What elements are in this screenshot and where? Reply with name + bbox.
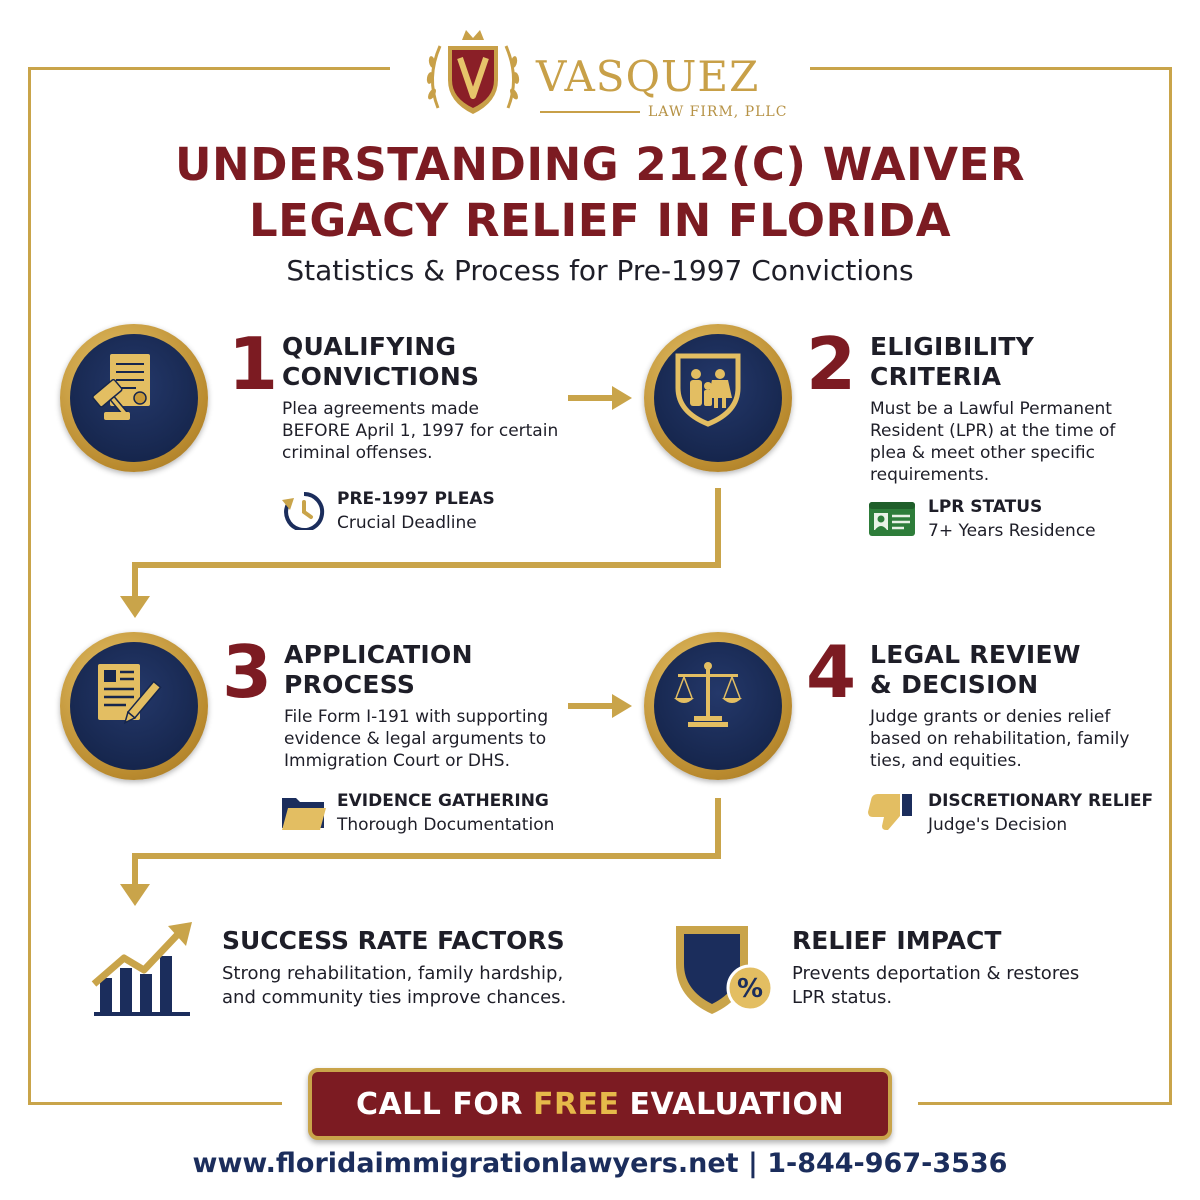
cta-button[interactable]	[308, 1068, 892, 1140]
cta-text-highlight: FREE	[532, 1086, 620, 1122]
step-1-title: QUALIFYING CONVICTIONS	[282, 332, 480, 391]
cta-text-before: CALL FOR	[355, 1086, 523, 1122]
id-card-icon	[868, 500, 916, 540]
success-factors-title: SUCCESS RATE FACTORS	[222, 926, 565, 955]
form-pen-icon	[84, 656, 164, 736]
shield-percent-icon	[672, 918, 778, 1018]
step-4-badge	[644, 632, 792, 780]
step-3-tag-subtitle: Thorough Documentation	[337, 815, 555, 835]
step-3-description: File Form I-191 with supporting evidence & legal arguments to Immigration Court or DHS.	[284, 707, 549, 771]
family-shield-icon	[668, 348, 748, 428]
growth-chart-icon	[90, 918, 196, 1018]
step-1-description: Plea agreements made BEFORE April 1, 1997 for certain criminal offenses.	[282, 399, 559, 463]
step-3-title: APPLICATION PROCESS	[284, 640, 473, 699]
brand-name: VASQUEZ	[536, 52, 760, 101]
step-1-badge	[60, 324, 208, 472]
cta-text-after: EVALUATION	[629, 1086, 845, 1122]
clock-icon	[280, 490, 328, 530]
step-1-number: 1	[228, 322, 279, 406]
crest-icon	[418, 18, 528, 128]
step-4-tag-subtitle: Judge's Decision	[928, 815, 1068, 835]
brand-logo	[418, 18, 788, 130]
step-3-number: 3	[222, 630, 273, 714]
step-1-tag-title: PRE-1997 PLEAS	[337, 489, 495, 509]
step-3-tag-title: EVIDENCE GATHERING	[337, 791, 549, 811]
step-2-description: Must be a Lawful Permanent Resident (LPR) at the time of plea & meet other specific requirements.	[870, 399, 1116, 485]
step-1-tag-subtitle: Crucial Deadline	[337, 513, 477, 533]
brand-subtitle: LAW FIRM, PLLC	[648, 104, 788, 120]
page-subtitle: Statistics & Process for Pre-1997 Convictions	[286, 254, 914, 287]
page-title-line1: UNDERSTANDING 212(C) WAIVER	[174, 138, 1026, 191]
step-4-number: 4	[806, 630, 857, 714]
step-2-tag-title: LPR STATUS	[928, 497, 1043, 517]
footer-contact[interactable]: www.floridaimmigrationlawyers.net | 1-844-967-3536	[192, 1148, 1008, 1179]
relief-impact-description: Prevents deportation & restores LPR status.	[792, 963, 1080, 1008]
thumbs-down-icon	[866, 792, 914, 832]
page-title-line2: LEGACY RELIEF IN FLORIDA	[248, 194, 952, 247]
folder-icon	[280, 792, 328, 832]
step-3-badge	[60, 632, 208, 780]
step-2-number: 2	[806, 322, 857, 406]
step-2-title: ELIGIBILITY CRITERIA	[870, 332, 1035, 391]
step-2-badge	[644, 324, 792, 472]
svg-text:%: %	[736, 974, 764, 1004]
step-4-title: LEGAL REVIEW & DECISION	[870, 640, 1081, 699]
brand-divider	[540, 111, 640, 113]
scales-icon	[668, 656, 748, 736]
relief-impact-title: RELIEF IMPACT	[792, 926, 1002, 955]
step-4-description: Judge grants or denies relief based on rehabilitation, family ties, and equities.	[870, 707, 1130, 771]
step-2-tag-subtitle: 7+ Years Residence	[928, 521, 1096, 541]
step-4-tag-title: DISCRETIONARY RELIEF	[928, 791, 1154, 811]
success-factors-description: Strong rehabilitation, family hardship, and community ties improve chances.	[222, 963, 567, 1008]
gavel-document-icon	[84, 348, 164, 428]
